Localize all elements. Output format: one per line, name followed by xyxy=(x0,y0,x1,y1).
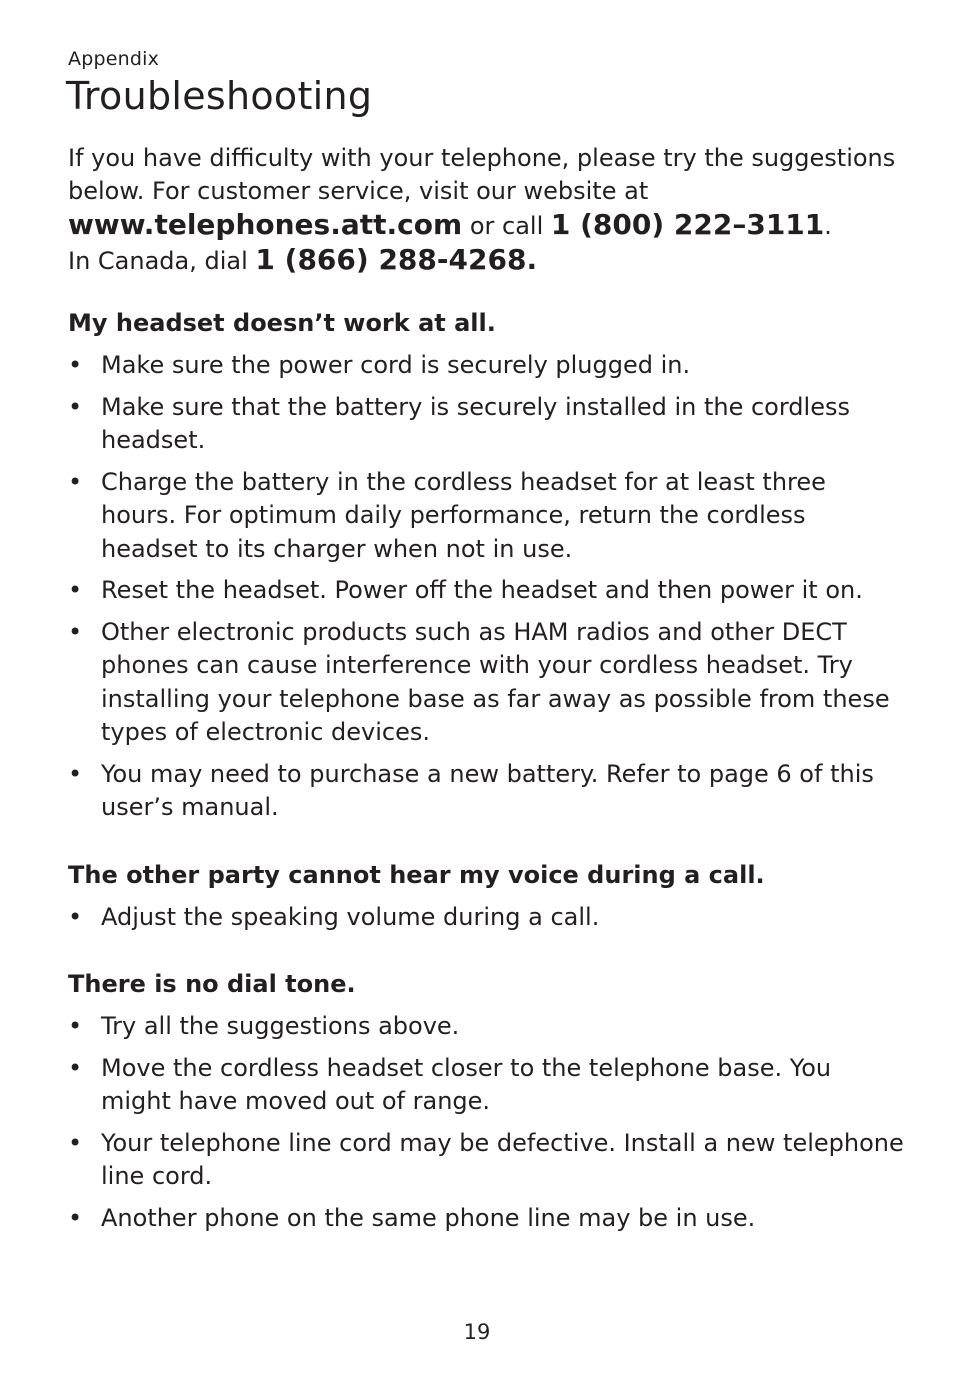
page-title: Troubleshooting xyxy=(66,74,373,118)
or-call-text: or call xyxy=(469,212,544,240)
list-item: • Your telephone line cord may be defective. Install a new telephone line cord. xyxy=(68,1128,904,1190)
intro-text: If you have difficulty with your telephone, please try the suggestions below. For customer service, visit our website at xyxy=(68,144,896,205)
bullet: • xyxy=(68,1012,83,1040)
bullet: • xyxy=(68,351,83,379)
bullet: • xyxy=(68,759,83,788)
website-link[interactable]: www.telephones.att.com xyxy=(68,208,463,241)
list-item: • Another phone on the same phone line may be in use. xyxy=(68,1202,908,1236)
list-item: • Move the cordless headset closer to the telephone base. You might have moved out of range. xyxy=(68,1053,832,1115)
list-item: • Make sure the power cord is securely plugged in. xyxy=(68,349,908,383)
bullet: • xyxy=(68,467,83,496)
issue-heading: There is no dial tone. xyxy=(68,970,356,998)
bullet: • xyxy=(68,392,83,421)
bullet: • xyxy=(68,576,83,604)
tip-list xyxy=(68,349,908,825)
issue-voice-not-heard xyxy=(68,859,908,935)
list-item: • Make sure that the battery is securely installed in the cordless headset. xyxy=(68,392,850,454)
troubleshooting-content xyxy=(68,307,908,1269)
list-item: • Other electronic products such as HAM radios and other DECT phones can cause interference with your cordless headset. Try installing your telephone base as far away as possible from these types of electronic devices. xyxy=(68,617,890,746)
tip-list xyxy=(68,901,908,935)
bullet: • xyxy=(68,1128,83,1157)
list-item: • Charge the battery in the cordless headset for at least three hours. For optimum daily performance, return the cordless headset to its charger when not in use. xyxy=(68,467,826,563)
list-item: • Reset the headset. Power off the headset and then power it on. xyxy=(68,574,908,608)
issue-no-dial-tone xyxy=(68,968,908,1235)
page-number: 19 xyxy=(463,1320,491,1344)
issue-heading: The other party cannot hear my voice during a call. xyxy=(68,860,765,889)
intro-paragraph: If you have difficulty with your telephone, please try the suggestions below. For customer service, visit our website at www.telephones.att.com or call 1 (800) 222–3111. In Canada, dial 1 (866) 288-4268. xyxy=(68,144,896,276)
list-item: • You may need to purchase a new battery. Refer to page 6 of this user’s manual. xyxy=(68,759,874,821)
list-item: • Adjust the speaking volume during a call. xyxy=(68,901,908,935)
bullet: • xyxy=(68,1203,83,1232)
canada-text: In Canada, dial xyxy=(68,247,248,275)
us-phone-number: 1 (800) 222–3111 xyxy=(550,208,825,241)
canada-phone-number: 1 (866) 288-4268 xyxy=(255,243,527,276)
bullet: • xyxy=(68,1053,83,1082)
section-label: Appendix xyxy=(68,48,160,70)
issue-heading: My headset doesn’t work at all. xyxy=(68,309,496,337)
bullet: • xyxy=(68,902,83,931)
list-item: • Try all the suggestions above. xyxy=(68,1010,908,1044)
tip-list xyxy=(68,1010,908,1235)
issue-headset-not-working xyxy=(68,307,908,825)
bullet: • xyxy=(68,617,83,646)
